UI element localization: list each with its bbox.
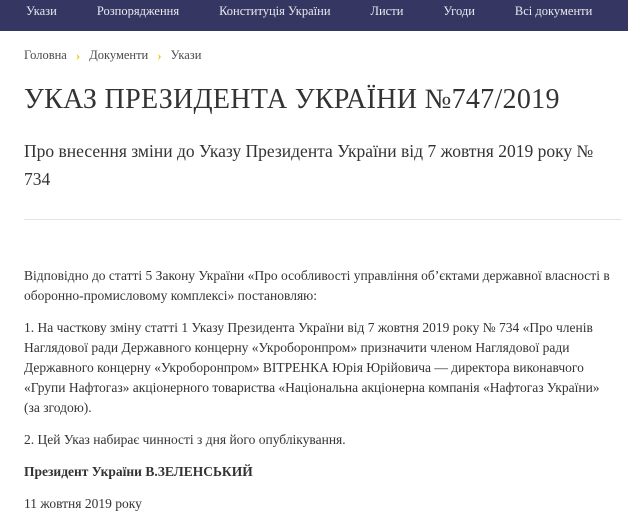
nav-item-constitution[interactable]: Конституція України <box>219 4 331 18</box>
nav-item-letters[interactable]: Листи <box>370 4 404 18</box>
page-title: УКАЗ ПРЕЗИДЕНТА УКРАЇНИ №747/2019 <box>24 84 560 115</box>
document-paragraph: Відповідно до статті 5 Закону України «Про особливості управління об’єктами державної власності в оборонно-промисловому комплексі» постановляю: <box>24 268 610 303</box>
breadcrumb-documents[interactable]: Документи <box>89 48 149 62</box>
breadcrumb-decrees[interactable]: Укази <box>170 48 202 62</box>
nav-item-decrees[interactable]: Укази <box>26 4 57 18</box>
divider <box>24 219 621 220</box>
nav-item-orders[interactable]: Розпорядження <box>96 4 180 18</box>
breadcrumb <box>24 48 628 63</box>
chevron-right-icon: › <box>157 48 162 63</box>
document-view <box>24 84 621 514</box>
signature-line: Президент України В.ЗЕЛЕНСЬКИЙ <box>24 464 253 479</box>
top-nav <box>0 0 628 31</box>
nav-item-all-documents[interactable]: Всі документи <box>514 4 593 18</box>
document-paragraph: 1. На часткову зміну статті 1 Указу Президента України від 7 жовтня 2019 року № 734 «Про членів Наглядової ради Державного концерну «Укроборонпром» призначити членом Наглядової ради Державного концерну «Укроборонпром» ВІТРЕНКА Юрія Юрійовича — директора виконавчого «Групи Нафтогаз» акціонерного товариства «Національна акціонерна компанія «Нафтогаз України» (за згодою). <box>24 320 600 415</box>
document-paragraph: 2. Цей Указ набирає чинності з дня його опублікування. <box>24 432 346 447</box>
document-date: 11 жовтня 2019 року <box>24 496 142 511</box>
document-body <box>24 266 617 514</box>
breadcrumb-home[interactable]: Головна <box>24 48 67 62</box>
document-subtitle: Про внесення зміни до Указу Президента України від 7 жовтня 2019 року № 734 <box>24 141 594 189</box>
chevron-right-icon: › <box>75 48 81 63</box>
nav-item-agreements[interactable]: Угоди <box>443 4 475 18</box>
